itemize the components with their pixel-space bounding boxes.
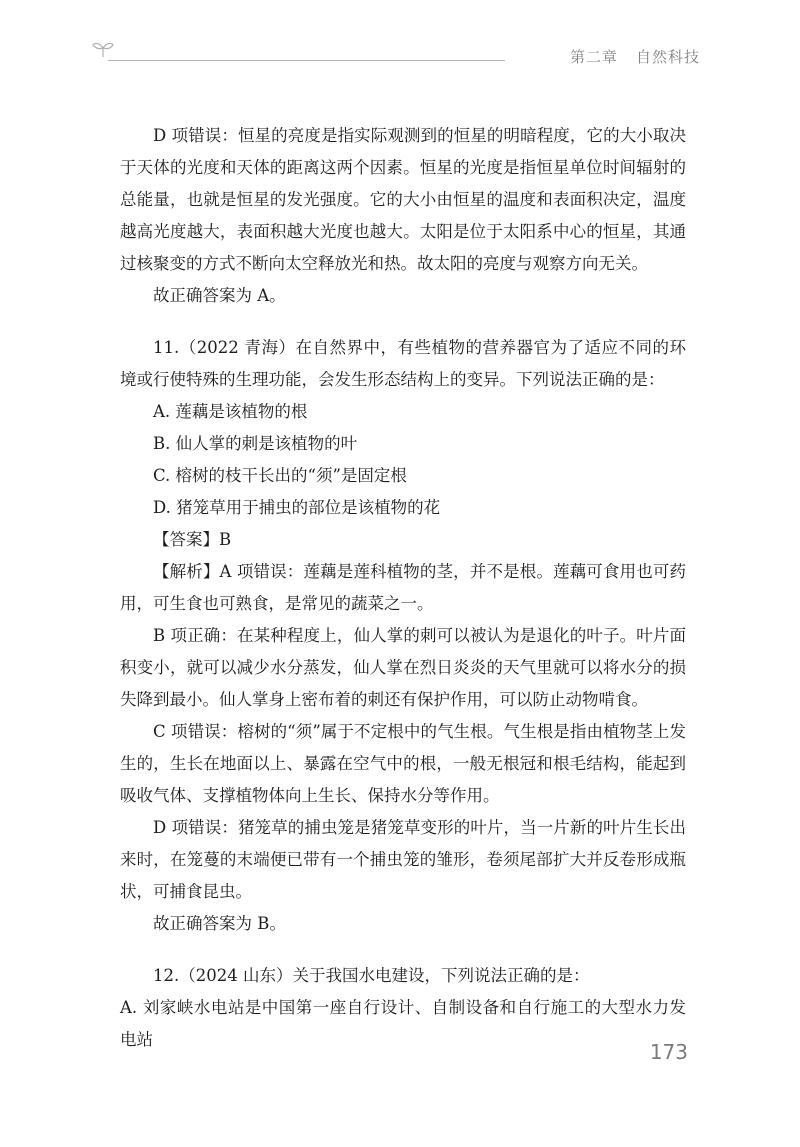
page-body [120,120,686,1056]
chapter-label [570,46,700,67]
paragraph: B. 仙人掌的刺是该植物的叶 [153,434,358,453]
paragraph: A. 刘家峡水电站是中国第一座自行设计、自制设备和自行施工的大型水力发电站 [120,998,686,1049]
paragraph: 【答案】B [153,530,232,549]
chapter-number: 第二章 [569,48,618,66]
paragraph: 【解析】A 项错误：莲藕是莲科植物的茎，并不是根。莲藕可食用也可药用，可生食也可熟食，是常见的蔬菜之一。 [120,562,686,613]
paragraph: B 项正确：在某种程度上，仙人掌的刺可以被认为是退化的叶子。叶片面积变小，就可以减少水分蒸发，仙人掌在烈日炎炎的天气里就可以将水分的损失降到最小。仙人掌身上密布着的刺还有保护作用，可以防止动物啃食。 [120,626,686,709]
paragraph: 12.（2024 山东）关于我国水电建设，下列说法正确的是： [153,966,590,985]
paragraph: 故正确答案为 A。 [153,286,286,305]
paragraph: D. 猪笼草用于捕虫的部位是该植物的花 [153,498,441,517]
paragraph: A. 莲藕是该植物的根 [153,402,308,421]
paragraph: D 项错误：猪笼草的捕虫笼是猪笼草变形的叶片，当一片新的叶片生长出来时，在笼蔓的末端便已带有一个捕虫笼的雏形，卷须尾部扩大并反卷形成瓶状，可捕食昆虫。 [120,818,686,901]
sprout-icon [92,40,114,58]
page-number: 173 [649,1040,688,1064]
paragraph: 11.（2022 青海）在自然界中，有些植物的营养器官为了适应不同的环境或行使特殊的生理功能，会发生形态结构上的变异。下列说法正确的是： [120,338,686,389]
paragraph: C. 榕树的枝干长出的“须”是固定根 [153,466,407,485]
running-header [92,38,700,68]
paragraph: D 项错误：恒星的亮度是指实际观测到的恒星的明暗程度，它的大小取决于天体的光度和天体的距离这两个因素。恒星的光度是指恒星单位时间辐射的总能量，也就是恒星的发光强度。它的大小由恒星的温度和表面积决定，温度越高光度越大，表面积越大光度也越大。太阳是位于太阳系中心的恒星，其通过核聚变的方式不断向太空释放光和热。故太阳的亮度与观察方向无关。 [120,126,686,273]
paragraph: C 项错误：榕树的“须”属于不定根中的气生根。气生根是指由植物茎上发生的，生长在地面以上、暴露在空气中的根，一般无根冠和根毛结构，能起到吸收气体、支撑植物体向上生长、保持水分等作用。 [120,722,686,805]
paragraph: 故正确答案为 B。 [153,914,286,933]
header-rule [108,60,505,61]
chapter-title: 自然科技 [635,48,700,66]
